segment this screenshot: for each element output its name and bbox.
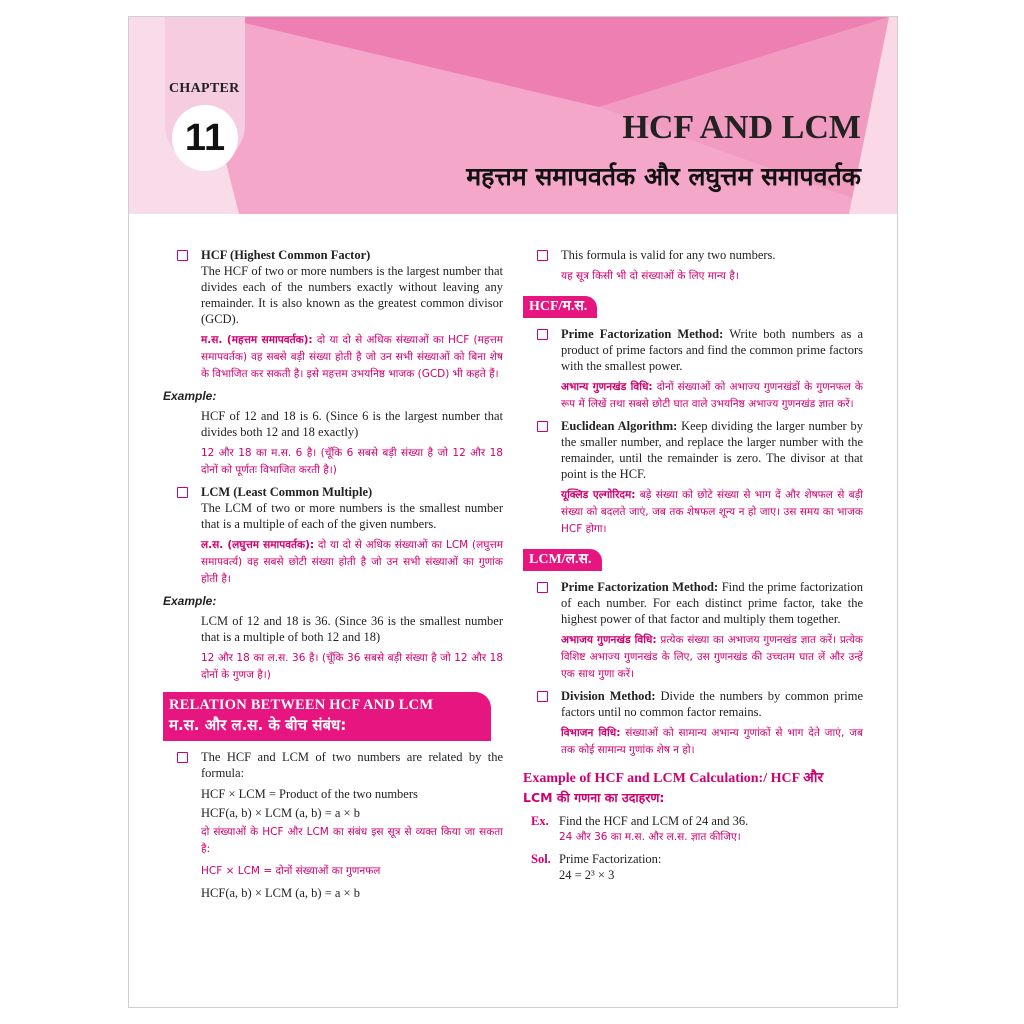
- formula: HCF × LCM = Product of the two numbers: [201, 787, 418, 801]
- ex-label: Ex.: [531, 814, 549, 828]
- example-solution: [523, 851, 863, 883]
- formula-validity: [523, 247, 863, 285]
- paragraph-en: The HCF and LCM of two numbers are related by the formula:: [201, 750, 503, 780]
- checkbox-bullet-icon: [537, 250, 548, 261]
- example-en: HCF of 12 and 18 is 6. (Since 6 is the largest number that divides both 12 and 18 exactly): [201, 409, 503, 439]
- paragraph-en: Prime Factorization Method: Write both numbers as a product of prime factors and find the common prime factors with the smallest power.: [561, 327, 864, 373]
- lcm-section-box: LCM/ल.स.: [523, 549, 602, 571]
- solution-text: Prime Factorization:: [559, 852, 662, 866]
- chapter-number: 11: [172, 105, 238, 171]
- paragraph-hi: यूक्लिड एल्गोरिदम: बड़े संख्या को छोटे संख्या से भाग दें और शेषफल से बड़ी संख्या को बदलते जाएं, जब तक शेषफल शून्य न हो जाए। उस समय का भाजक HCF होगा।: [561, 489, 863, 535]
- paragraph-hi: अभाजय गुणनखंड विधि: प्रत्येक संख्या का अभाजय गुणनखंड ज्ञात करें। प्रत्येक विशिष्ट अभाज्य गुणनखंड के लिए, उस गुणनखंड की उच्चतम घात लें और उन्हें एक साथ गुणा करें।: [561, 634, 864, 680]
- left-column: [163, 247, 503, 905]
- example-heading-line1: Example of HCF and LCM Calculation:/ HCF और: [523, 771, 824, 786]
- checkbox-bullet-icon: [177, 752, 188, 763]
- paragraph-en: This formula is valid for any two numbers.: [561, 248, 776, 262]
- example-en: LCM of 12 and 18 is 36. (Since 36 is the smallest number that is a multiple of both 12 and 18): [201, 614, 503, 644]
- lcm-example: [163, 613, 503, 684]
- lcm-definition: [163, 484, 503, 588]
- checkbox-bullet-icon: [537, 691, 548, 702]
- section-heading: HCF (Highest Common Factor): [201, 248, 371, 262]
- chapter-title: HCF AND LCM: [622, 109, 861, 146]
- hcf-section-box: HCF/म.स.: [523, 296, 597, 318]
- example-heading: [523, 769, 863, 807]
- sol-label: Sol.: [531, 852, 551, 866]
- example-hi: 12 और 18 का म.स. 6 है। (चूँकि 6 सबसे बड़ी संख्या है जो 12 और 18 दोनों को पूर्णतः विभाजित करती है।): [201, 447, 503, 476]
- chapter-label: CHAPTER: [169, 81, 240, 96]
- solution-line: 24 = 2³ × 3: [559, 868, 615, 882]
- paragraph-en: Division Method: Divide the numbers by common prime factors until no common factor remains.: [561, 689, 863, 719]
- checkbox-bullet-icon: [537, 582, 548, 593]
- book-page: [128, 16, 898, 1008]
- relation-heading-box: [163, 692, 491, 741]
- relation-item: [163, 749, 503, 901]
- question-hi: 24 और 36 का म.स. और ल.स. ज्ञात कीजिए।: [559, 831, 741, 843]
- hcf-prime-factorization: [523, 326, 863, 413]
- checkbox-bullet-icon: [537, 329, 548, 340]
- paragraph-hi: ल.स. (लघुत्तम समापवर्तक): दो या दो से अधिक संख्याओं का LCM (लघुत्तम समापवर्त्य) वह सबसे छोटी संख्या होती है जो उन सभी संख्याओं का गुणांक होती है।: [201, 539, 503, 585]
- hcf-definition: [163, 247, 503, 383]
- paragraph-hi: दो संख्याओं के HCF और LCM का संबंध इस सूत्र से व्यक्त किया जा सकता है:: [201, 826, 503, 855]
- paragraph-en: The LCM of two or more numbers is the smallest number that is a multiple of each of the given numbers.: [201, 501, 503, 531]
- paragraph-hi: म.स. (महत्तम समापवर्तक): दो या दो से अधिक संख्याओं का HCF (महत्तम समापवर्तक) वह सबसे बड़ी संख्या होती है जो उन सभी संख्याओं को बिना शेष के विभाजित कर सकती है। इसे महत्तम उभयनिष्ठ भाजक (GCD) भी कहते हैं।: [201, 334, 504, 380]
- example-hi: 12 और 18 का ल.स. 36 है। (चूँकि 36 सबसे बड़ी संख्या है जो 12 और 18 दोनों के गुणज है।): [201, 652, 503, 681]
- chapter-title-hindi: महत्तम समापवर्तक और लघुत्तम समापवर्तक: [466, 162, 861, 191]
- relation-heading: RELATION BETWEEN HCF AND LCM: [169, 697, 434, 713]
- example-label: Example:: [163, 389, 217, 403]
- lcm-prime-factorization: [523, 579, 863, 683]
- section-heading: LCM (Least Common Multiple): [201, 485, 373, 499]
- paragraph-hi: विभाजन विधि: संख्याओं को सामान्य अभान्य गुणांकों से भाग देते जाएं, जब तक कोई सामान्य गुणांक शेष न हो।: [561, 727, 863, 756]
- paragraph-en: The HCF of two or more numbers is the largest number that divides each of the numbers exactly without leaving any remainder. It is also known as the greatest common divisor (GCD).: [201, 264, 503, 326]
- paragraph-en: Prime Factorization Method: Find the prime factorization of each number. For each distinct prime factor, take the highest power of that factor and multiply them together.: [561, 580, 863, 626]
- formula: HCF(a, b) × LCM (a, b) = a × b: [201, 806, 360, 820]
- example-heading-line2: LCM की गणना का उदाहरण:: [523, 790, 665, 805]
- checkbox-bullet-icon: [537, 421, 548, 432]
- example-label: Example:: [163, 594, 217, 608]
- paragraph-hi: यह सूत्र किसी भी दो संख्याओं के लिए मान्य है।: [561, 270, 739, 282]
- paragraph-en: Euclidean Algorithm: Keep dividing the larger number by the smaller number, and replace the larger number with the remainder, until the remainder is zero. The divisor at that point is the HCF.: [561, 419, 863, 481]
- checkbox-bullet-icon: [177, 250, 188, 261]
- right-column: [523, 247, 863, 887]
- euclidean-algorithm: [523, 418, 863, 538]
- formula: HCF(a, b) × LCM (a, b) = a × b: [201, 886, 360, 900]
- division-method: [523, 688, 863, 759]
- question-en: Find the HCF and LCM of 24 and 36.: [559, 814, 749, 828]
- relation-heading-hindi: म.स. और ल.स. के बीच संबंध:: [169, 716, 347, 734]
- paragraph-hi: अभान्य गुणनखंड विधि: दोनों संख्याओं को अभाज्य गुणनखंडों के गुणनफल के रूप में लिखें तथा सबसे छोटी घात वाले उभयनिष्ठ अभाज्य गुणनखंड ज्ञात करें।: [561, 381, 864, 410]
- example-question: [523, 813, 863, 846]
- hcf-example: [163, 408, 503, 479]
- checkbox-bullet-icon: [177, 487, 188, 498]
- formula-hi: HCF × LCM = दोनों संख्याओं का गुणनफल: [201, 865, 381, 877]
